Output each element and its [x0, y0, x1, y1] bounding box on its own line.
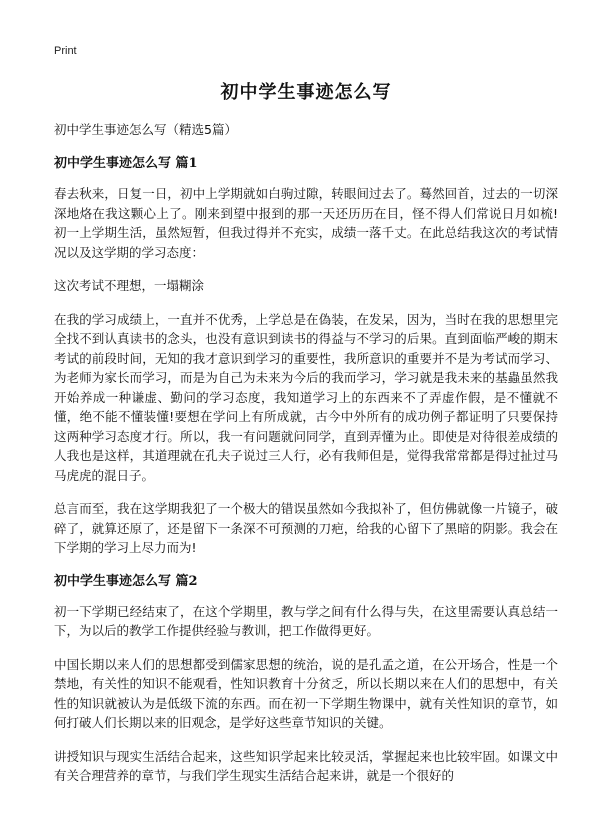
- section-heading: 初中学生事迹怎么写 篇1: [54, 156, 198, 171]
- section-heading: 初中学生事迹怎么写 篇2: [54, 573, 198, 589]
- paragraph: 初一下学期已经结束了，在这个学期里，教与学之间有什么得与失，在这里需要认真总结一下，为以后的教学工作提供经验与教训，把工作做得更好。: [54, 603, 558, 638]
- paragraph: 中国长期以来人们的思想都受到儒家思想的统治，说的是孔孟之道，在公开场合，性是一个禁地，有关性的知识不能观看，性知识教育十分贫乏，所以长期以来在人们的思想中，有关性的知识就被认为是低级下流的东西。而在初一下学期生物课中，就有关性知识的章节，如何打破人们长期以来的旧观念，是学好这些章节知识的关键。: [54, 656, 558, 730]
- paragraph: 总言而至，我在这学期我犯了一个极大的错误虽然如今我拟补了，但仿佛就像一片镜子，破碎了，就算还原了，还是留下一条深不可预测的刀疤，给我的心留下了黑暗的阴影。我会在下学期的学习上尽力而为!: [54, 501, 558, 555]
- section-2: [54, 572, 558, 786]
- paragraph: 这次考试不理想，一塌糊涂: [54, 278, 205, 293]
- document-title: 初中学生事迹怎么写: [220, 82, 392, 103]
- section-1: [54, 154, 558, 558]
- document-subtitle: 初中学生事迹怎么写（精选5篇）: [54, 122, 237, 137]
- print-label: Print: [54, 45, 77, 57]
- paragraph: 在我的学习成绩上，一直并不优秀，上学总是在偽装，在发呆，因为，当时在我的思想里完全找不到认真读书的念头，也没有意识到读书的得益与不学习的后果。直到面临严峻的期末考试的前段时间，无知的我才意识到学习的重要性，我所意识的重要并不是为考试而学习、为老师为家长而学习，而是为自己为未来为今后的我而学习，学习就是我未来的基蟲虽然我开始养成一种谦虚、勤问的学习态度，我知道学习上的东西来不了弄虚作假，是不懂就不懂，绝不能不懂装懂!要想在学问上有所成就，古今中外所有的成功例子都证明了只要保持这两种学习态度才行。所以，我一有问题就问同学，直到弄懂为止。即使是对待很差成绩的人我也是这样，其道理就在孔夫子说过三人行，必有我师但是，觉得我常常都是得过扯过马马虎虎的混日子。: [54, 311, 558, 483]
- paragraph: 春去秋来，日复一日，初中上学期就如白驹过隙，转眼间过去了。蓦然回首，过去的一切深深地烙在我这颗心上了。刚来到望中报到的那一天还历历在目，怪不得人们常说日月如梳!初一上学期生活，虽然短暂，但我过得并不充实，成绩一落千丈。在此总结我这次的考试情况以及这学期的学习态度：: [54, 186, 558, 260]
- paragraph: 讲授知识与现实生活结合起来，这些知识学起来比较灵活，掌握起来也比较牢固。如课文中有关合理营养的章节，与我们学生现实生活结合起来讲，就是一个很好的: [54, 748, 558, 783]
